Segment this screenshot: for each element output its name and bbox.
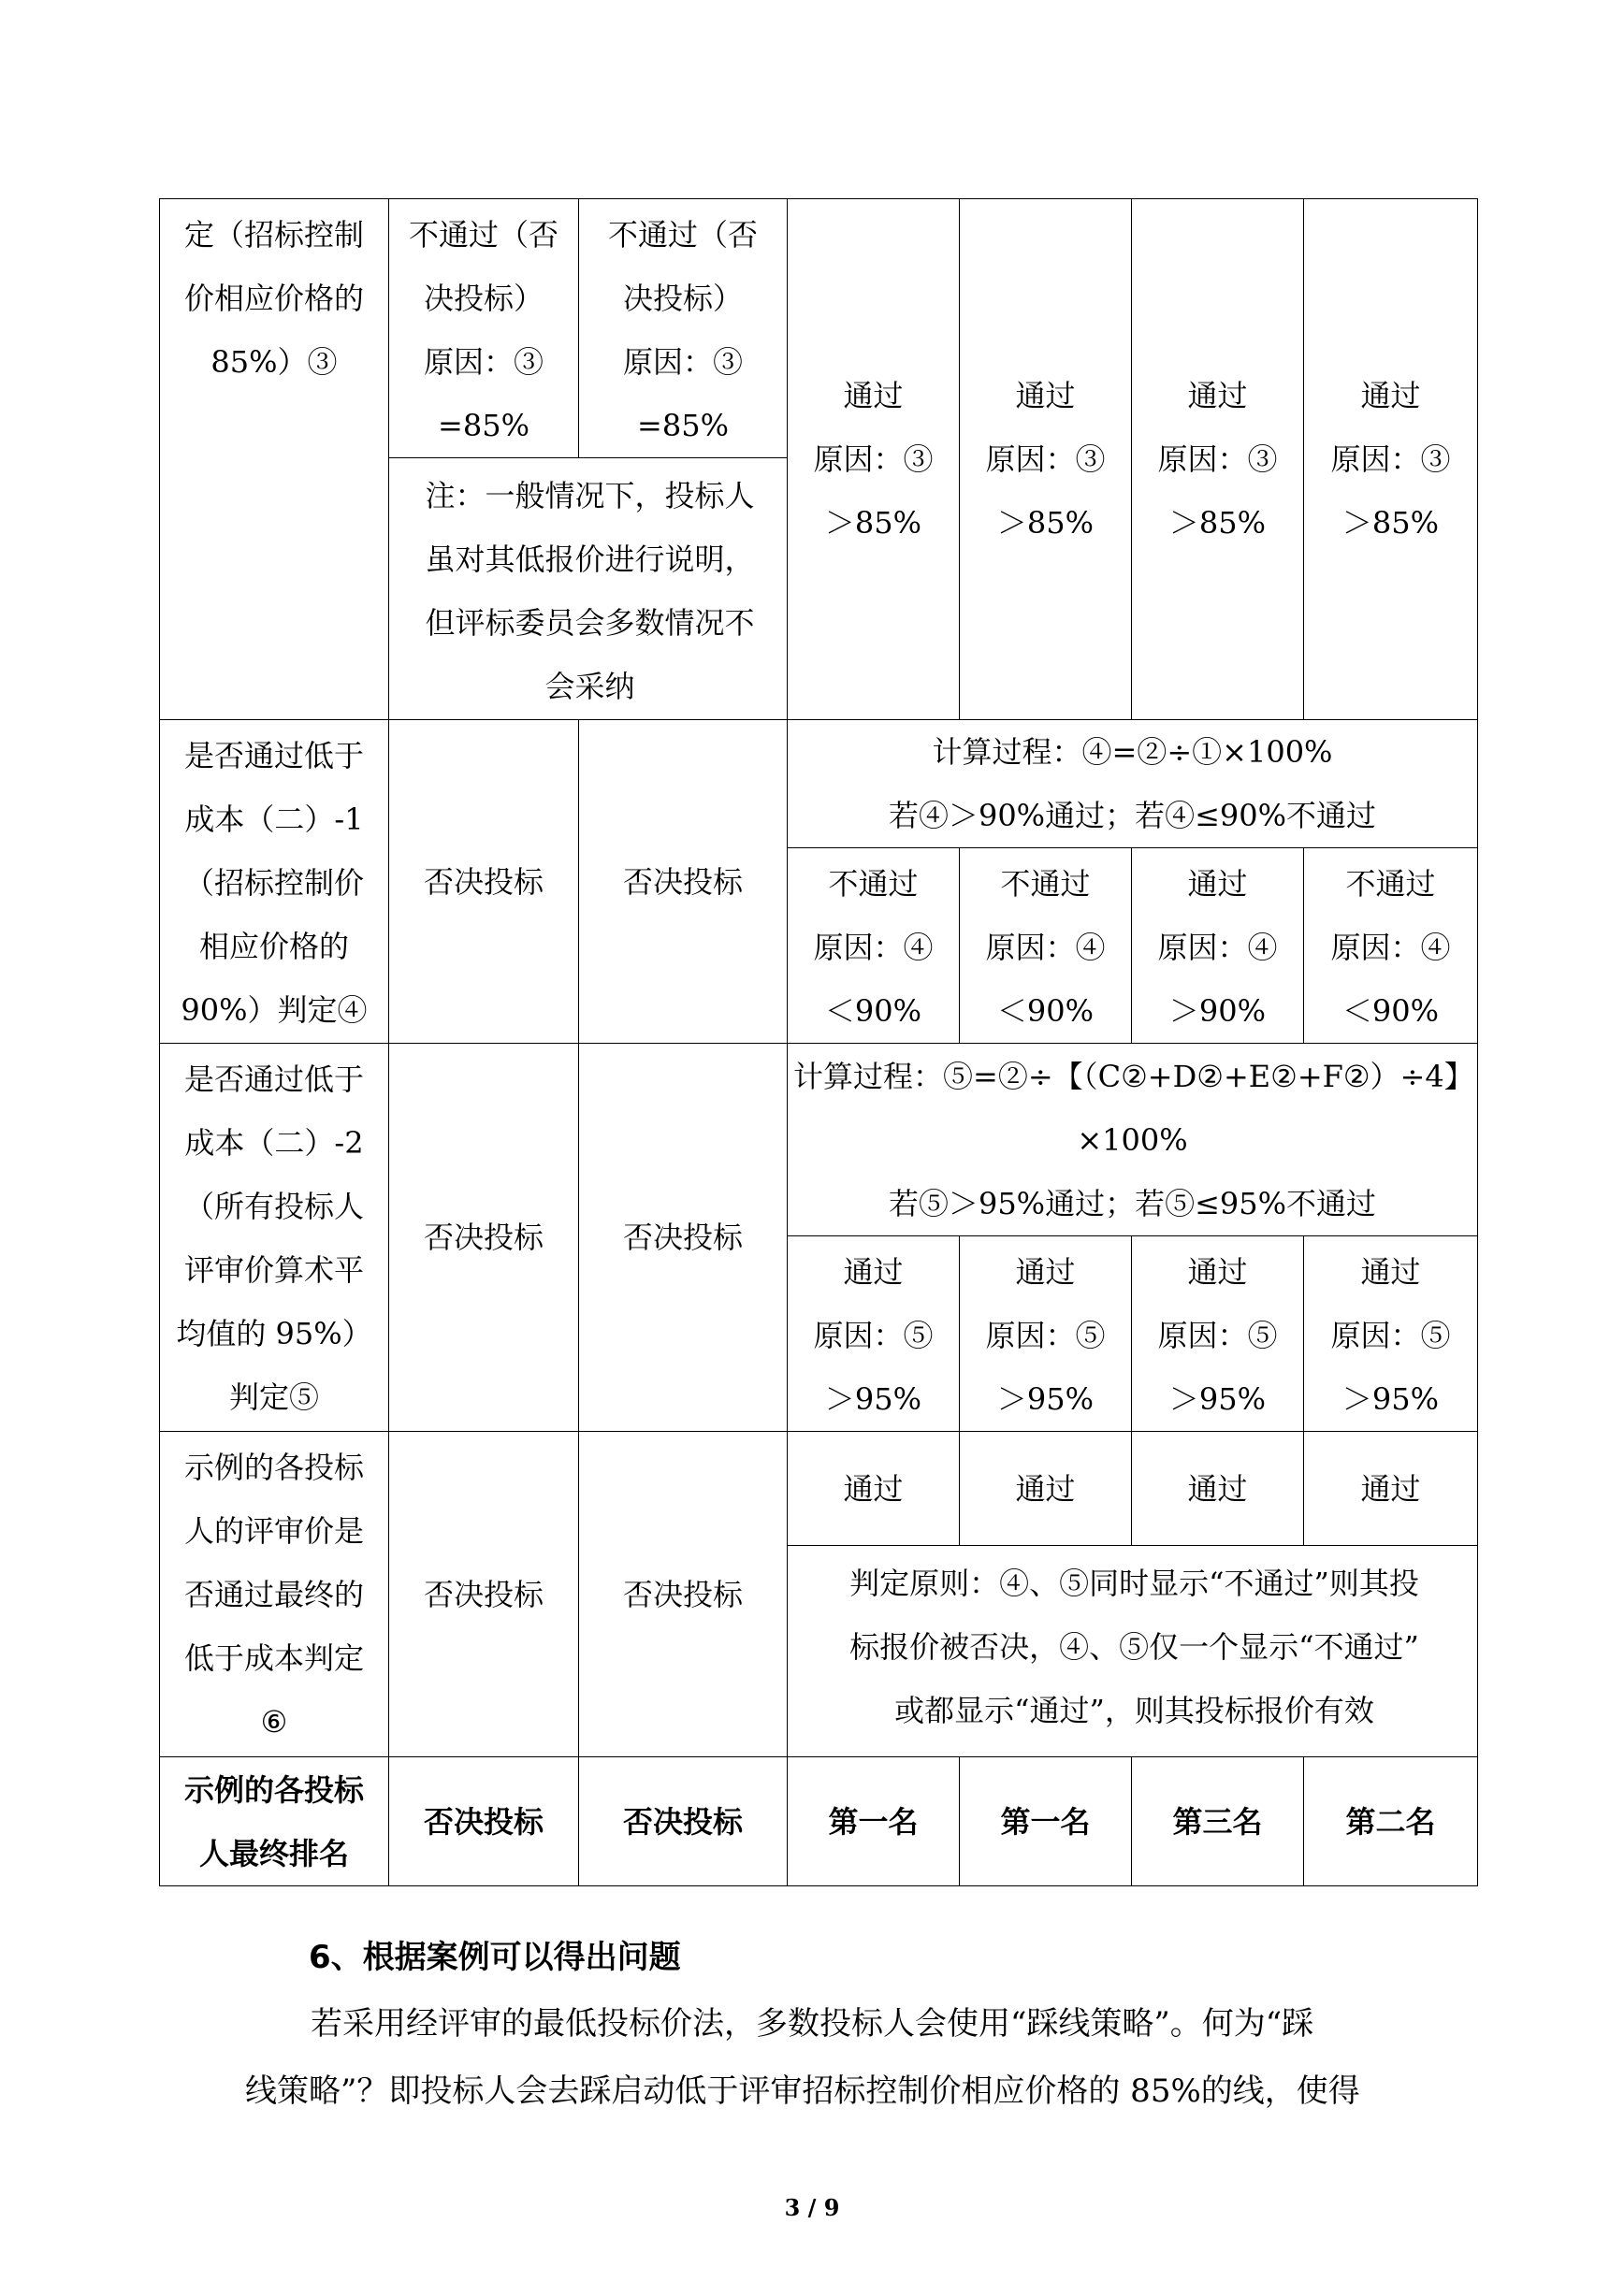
table-row	[160, 720, 1478, 848]
row-label: 示例的各投标 人最终排名	[160, 1757, 389, 1886]
bidder-e-cell: 通过 原因：③ ＞85%	[1132, 199, 1304, 720]
bidder-b-cell: 否决投标	[579, 1044, 788, 1432]
bidder-d-cell: 通过 原因：⑤ ＞95%	[960, 1236, 1132, 1432]
bidder-e-cell: 通过 原因：④ ＞90%	[1132, 848, 1304, 1044]
bidder-f-cell: 第二名	[1304, 1757, 1478, 1886]
bidder-f-cell: 通过 原因：⑤ ＞95%	[1304, 1236, 1478, 1432]
bidder-b-cell: 否决投标	[579, 720, 788, 1044]
bidder-e-cell: 通过 原因：⑤ ＞95%	[1132, 1236, 1304, 1432]
page-number: 3 / 9	[784, 2194, 840, 2221]
bidder-e-cell: 通过	[1132, 1432, 1304, 1546]
bidder-c-cell: 通过 原因：⑤ ＞95%	[788, 1236, 960, 1432]
table-row	[160, 1757, 1478, 1886]
bidder-a-cell: 否决投标	[389, 1757, 579, 1886]
bidder-a-cell: 否决投标	[389, 1432, 579, 1757]
bidder-d-cell: 第一名	[960, 1757, 1132, 1886]
bidder-a-cell: 否决投标	[389, 1044, 579, 1432]
paragraph-line: 线策略”？即投标人会去踩启动低于评审招标控制价相应价格的 85%的线，使得	[245, 2072, 1360, 2110]
calculation-cell: 计算过程：⑤=②÷【（C②+D②+E②+F②）÷4】 ×100% 若⑤＞95%通过；若⑤≤95%不通过	[788, 1044, 1478, 1236]
row-label: 是否通过低于 成本（二）-1 （招标控制价 相应价格的 90%）判定④	[160, 720, 389, 1044]
bidder-c-cell: 第一名	[788, 1757, 960, 1886]
bidder-c-cell: 通过 原因：③ ＞85%	[788, 199, 960, 720]
bidder-b-cell: 否决投标	[579, 1757, 788, 1886]
bidder-b-cell: 不通过（否 决投标） 原因：③ =85%	[579, 199, 788, 458]
bidder-c-cell: 通过	[788, 1432, 960, 1546]
rule-cell: 判定原则：④、⑤同时显示“不通过”则其投 标报价被否决，④、⑤仅一个显示“不通过” 或都显示“通过”，则其投标报价有效	[788, 1546, 1478, 1757]
section-heading: 6、根据案例可以得出问题	[309, 1939, 681, 1976]
bidder-c-cell: 不通过 原因：④ ＜90%	[788, 848, 960, 1044]
bidder-d-cell: 不通过 原因：④ ＜90%	[960, 848, 1132, 1044]
bidder-d-cell: 通过	[960, 1432, 1132, 1546]
row-label: 定（招标控制 价相应价格的 85%）③	[160, 199, 389, 720]
table-row	[160, 1432, 1478, 1546]
row-label: 是否通过低于 成本（二）-2 （所有投标人 评审价算术平 均值的 95%） 判定⑤	[160, 1044, 389, 1432]
table-row	[160, 199, 1478, 458]
table-row	[160, 1044, 1478, 1236]
bidder-f-cell: 不通过 原因：④ ＜90%	[1304, 848, 1478, 1044]
bidder-b-cell: 否决投标	[579, 1432, 788, 1757]
row-label: 示例的各投标 人的评审价是 否通过最终的 低于成本判定 ⑥	[160, 1432, 389, 1757]
evaluation-table	[159, 198, 1478, 1886]
bidder-e-cell: 第三名	[1132, 1757, 1304, 1886]
paragraph-line: 若采用经评审的最低投标价法，多数投标人会使用“踩线策略”。何为“踩	[311, 2005, 1314, 2043]
note-cell: 注：一般情况下，投标人 虽对其低报价进行说明， 但评标委员会多数情况不 会采纳	[389, 458, 788, 720]
bidder-f-cell: 通过 原因：③ ＞85%	[1304, 199, 1478, 720]
bidder-a-cell: 否决投标	[389, 720, 579, 1044]
bidder-f-cell: 通过	[1304, 1432, 1478, 1546]
bidder-a-cell: 不通过（否 决投标） 原因：③ =85%	[389, 199, 579, 458]
body-paragraph	[245, 1990, 1386, 2125]
bidder-d-cell: 通过 原因：③ ＞85%	[960, 199, 1132, 720]
calculation-cell: 计算过程：④=②÷①×100% 若④＞90%通过；若④≤90%不通过	[788, 720, 1478, 848]
